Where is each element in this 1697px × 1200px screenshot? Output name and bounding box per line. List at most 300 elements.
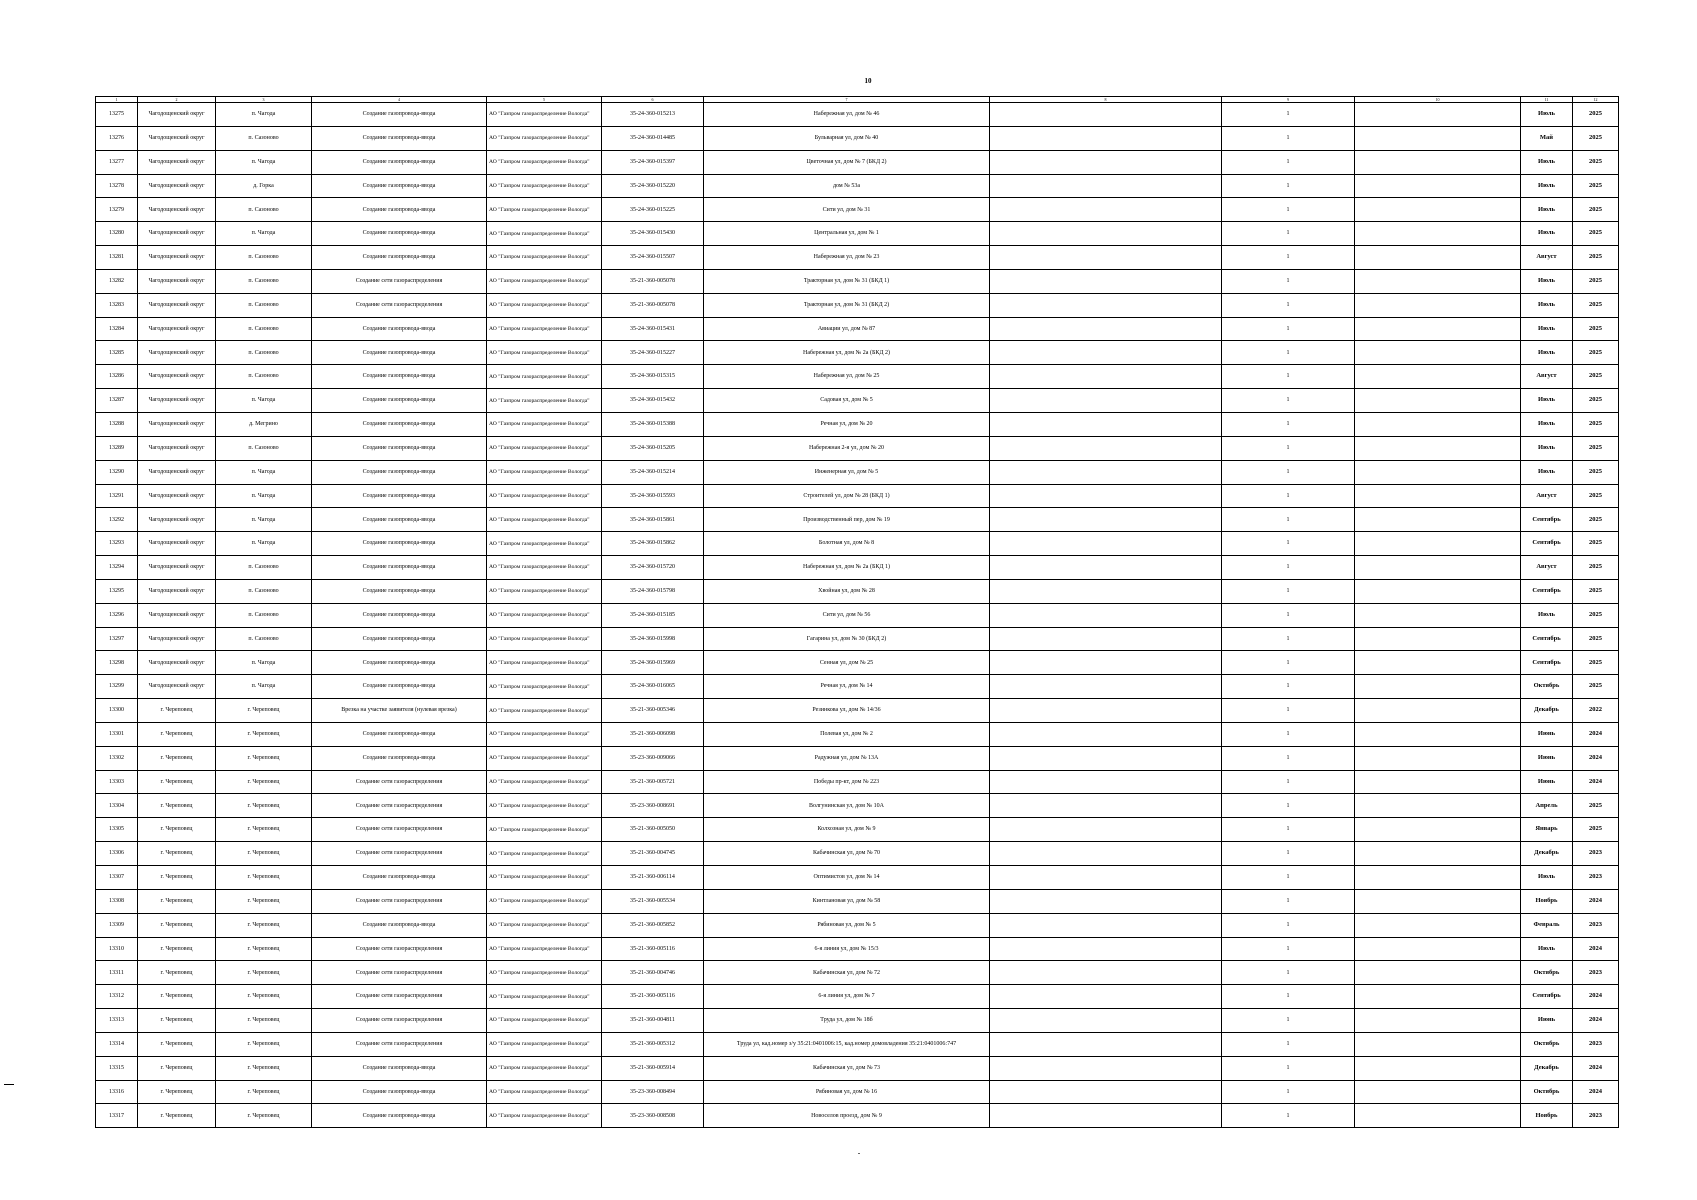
- quantity-cell: 1: [1222, 222, 1355, 246]
- operator-cell: АО "Газпром газораспределение Вологда": [487, 937, 602, 961]
- year-cell: 2025: [1573, 246, 1619, 270]
- address-cell: Резинкова ул, дом № 14/36: [704, 699, 990, 723]
- empty-cell: [1355, 794, 1521, 818]
- district-cell: Чагодощенский округ: [138, 675, 216, 699]
- empty-cell: [990, 818, 1222, 842]
- row-number: 13288: [96, 412, 138, 436]
- district-cell: г. Череповец: [138, 961, 216, 985]
- empty-cell: [990, 1080, 1222, 1104]
- empty-cell: [1355, 174, 1521, 198]
- empty-cell: [1355, 150, 1521, 174]
- month-cell: Июль: [1521, 866, 1573, 890]
- application-code-cell: 35-24-360-015861: [602, 508, 704, 532]
- row-number: 13279: [96, 198, 138, 222]
- application-code-cell: 35-24-360-015397: [602, 150, 704, 174]
- district-cell: Чагодощенский округ: [138, 651, 216, 675]
- district-cell: Чагодощенский округ: [138, 126, 216, 150]
- locality-cell: г. Череповец: [216, 818, 312, 842]
- empty-cell: [1355, 246, 1521, 270]
- locality-cell: п. Чагода: [216, 389, 312, 413]
- district-cell: Чагодощенский округ: [138, 627, 216, 651]
- address-cell: Набережная ул, дом № 25: [704, 365, 990, 389]
- empty-cell: [990, 675, 1222, 699]
- address-cell: 6-я линия ул, дом № 7: [704, 985, 990, 1009]
- year-cell: 2025: [1573, 627, 1619, 651]
- table-row: [96, 699, 1619, 723]
- address-cell: Бульварная ул, дом № 40: [704, 126, 990, 150]
- operator-cell: АО "Газпром газораспределение Вологда": [487, 1056, 602, 1080]
- work-type-cell: Создание газопровода-ввода: [312, 365, 487, 389]
- table-row: [96, 293, 1619, 317]
- empty-cell: [990, 532, 1222, 556]
- empty-cell: [1355, 1056, 1521, 1080]
- month-cell: Июль: [1521, 269, 1573, 293]
- operator-cell: АО "Газпром газораспределение Вологда": [487, 150, 602, 174]
- empty-cell: [990, 579, 1222, 603]
- empty-cell: [1355, 341, 1521, 365]
- row-number: 13296: [96, 603, 138, 627]
- row-number: 13317: [96, 1104, 138, 1128]
- month-cell: Июль: [1521, 317, 1573, 341]
- row-number: 13281: [96, 246, 138, 270]
- locality-cell: г. Череповец: [216, 913, 312, 937]
- locality-cell: г. Череповец: [216, 985, 312, 1009]
- year-cell: 2024: [1573, 1056, 1619, 1080]
- table-row: [96, 1080, 1619, 1104]
- empty-cell: [1355, 293, 1521, 317]
- quantity-cell: 1: [1222, 532, 1355, 556]
- district-cell: Чагодощенский округ: [138, 484, 216, 508]
- month-cell: Июль: [1521, 341, 1573, 365]
- empty-cell: [990, 842, 1222, 866]
- empty-cell: [990, 627, 1222, 651]
- row-number: 13292: [96, 508, 138, 532]
- column-header: 1: [96, 97, 138, 103]
- district-cell: г. Череповец: [138, 794, 216, 818]
- column-header: 8: [990, 97, 1222, 103]
- empty-cell: [990, 412, 1222, 436]
- quantity-cell: 1: [1222, 770, 1355, 794]
- empty-cell: [990, 174, 1222, 198]
- application-code-cell: 35-24-360-015862: [602, 532, 704, 556]
- district-cell: Чагодощенский округ: [138, 150, 216, 174]
- month-cell: Июнь: [1521, 746, 1573, 770]
- district-cell: Чагодощенский округ: [138, 436, 216, 460]
- work-type-cell: Создание газопровода-ввода: [312, 150, 487, 174]
- quantity-cell: 1: [1222, 126, 1355, 150]
- row-number: 13303: [96, 770, 138, 794]
- application-code-cell: 35-23-360-008494: [602, 1080, 704, 1104]
- work-type-cell: Создание газопровода-ввода: [312, 1104, 487, 1128]
- work-type-cell: Создание газопровода-ввода: [312, 722, 487, 746]
- application-code-cell: 35-23-360-009066: [602, 746, 704, 770]
- operator-cell: АО "Газпром газораспределение Вологда": [487, 174, 602, 198]
- gasification-table: [95, 96, 1619, 1128]
- empty-cell: [1355, 961, 1521, 985]
- quantity-cell: 1: [1222, 436, 1355, 460]
- empty-cell: [1355, 889, 1521, 913]
- empty-cell: [1355, 675, 1521, 699]
- application-code-cell: 35-24-360-015205: [602, 436, 704, 460]
- district-cell: г. Череповец: [138, 1104, 216, 1128]
- empty-cell: [990, 103, 1222, 127]
- empty-cell: [1355, 1080, 1521, 1104]
- address-cell: Цветочная ул, дом № 7 (БКД 2): [704, 150, 990, 174]
- margin-mark: [4, 1084, 14, 1085]
- work-type-cell: Создание газопровода-ввода: [312, 532, 487, 556]
- table-row: [96, 770, 1619, 794]
- operator-cell: АО "Газпром газораспределение Вологда": [487, 889, 602, 913]
- empty-cell: [990, 1032, 1222, 1056]
- quantity-cell: 1: [1222, 579, 1355, 603]
- work-type-cell: Создание газопровода-ввода: [312, 627, 487, 651]
- application-code-cell: 35-21-360-005078: [602, 269, 704, 293]
- operator-cell: АО "Газпром газораспределение Вологда": [487, 103, 602, 127]
- district-cell: г. Череповец: [138, 699, 216, 723]
- month-cell: Август: [1521, 246, 1573, 270]
- operator-cell: АО "Газпром газораспределение Вологда": [487, 126, 602, 150]
- address-cell: Победы пр-кт, дом № 223: [704, 770, 990, 794]
- work-type-cell: Создание сети газораспределения: [312, 770, 487, 794]
- operator-cell: АО "Газпром газораспределение Вологда": [487, 293, 602, 317]
- locality-cell: п. Сазоново: [216, 627, 312, 651]
- year-cell: 2025: [1573, 603, 1619, 627]
- address-cell: Труда ул, дом № 18б: [704, 1009, 990, 1033]
- work-type-cell: Создание сети газораспределения: [312, 818, 487, 842]
- district-cell: Чагодощенский округ: [138, 174, 216, 198]
- table-row: [96, 937, 1619, 961]
- operator-cell: АО "Газпром газораспределение Вологда": [487, 603, 602, 627]
- address-cell: Волгунинская ул, дом № 10А: [704, 794, 990, 818]
- locality-cell: п. Чагода: [216, 532, 312, 556]
- application-code-cell: 35-21-360-006098: [602, 722, 704, 746]
- row-number: 13275: [96, 103, 138, 127]
- address-cell: Сити ул, дом № 56: [704, 603, 990, 627]
- address-cell: Речная ул, дом № 20: [704, 412, 990, 436]
- empty-cell: [990, 556, 1222, 580]
- column-header: 7: [704, 97, 990, 103]
- locality-cell: п. Сазоново: [216, 293, 312, 317]
- quantity-cell: 1: [1222, 1032, 1355, 1056]
- work-type-cell: Создание сети газораспределения: [312, 1009, 487, 1033]
- table-row: [96, 389, 1619, 413]
- address-cell: Гагарина ул, дом № 30 (БКД 2): [704, 627, 990, 651]
- empty-cell: [1355, 1104, 1521, 1128]
- empty-cell: [1355, 579, 1521, 603]
- quantity-cell: 1: [1222, 246, 1355, 270]
- year-cell: 2025: [1573, 508, 1619, 532]
- empty-cell: [990, 937, 1222, 961]
- application-code-cell: 35-24-360-015185: [602, 603, 704, 627]
- work-type-cell: Создание газопровода-ввода: [312, 1080, 487, 1104]
- work-type-cell: Создание сети газораспределения: [312, 937, 487, 961]
- quantity-cell: 1: [1222, 961, 1355, 985]
- row-number: 13311: [96, 961, 138, 985]
- work-type-cell: Создание газопровода-ввода: [312, 746, 487, 770]
- table-row: [96, 126, 1619, 150]
- district-cell: г. Череповец: [138, 913, 216, 937]
- work-type-cell: Создание газопровода-ввода: [312, 341, 487, 365]
- locality-cell: п. Чагода: [216, 103, 312, 127]
- address-cell: Набережная ул, дом № 2а (БКД 2): [704, 341, 990, 365]
- application-code-cell: 35-24-360-015225: [602, 198, 704, 222]
- quantity-cell: 1: [1222, 699, 1355, 723]
- locality-cell: г. Череповец: [216, 1032, 312, 1056]
- empty-cell: [990, 913, 1222, 937]
- operator-cell: АО "Газпром газораспределение Вологда": [487, 484, 602, 508]
- operator-cell: АО "Газпром газораспределение Вологда": [487, 341, 602, 365]
- empty-cell: [1355, 460, 1521, 484]
- district-cell: г. Череповец: [138, 985, 216, 1009]
- month-cell: Сентябрь: [1521, 651, 1573, 675]
- quantity-cell: 1: [1222, 556, 1355, 580]
- month-cell: Октябрь: [1521, 1080, 1573, 1104]
- locality-cell: г. Череповец: [216, 794, 312, 818]
- empty-cell: [1355, 103, 1521, 127]
- operator-cell: АО "Газпром газораспределение Вологда": [487, 985, 602, 1009]
- month-cell: Июль: [1521, 150, 1573, 174]
- work-type-cell: Создание газопровода-ввода: [312, 126, 487, 150]
- operator-cell: АО "Газпром газораспределение Вологда": [487, 913, 602, 937]
- application-code-cell: 35-24-360-015213: [602, 103, 704, 127]
- district-cell: г. Череповец: [138, 866, 216, 890]
- empty-cell: [1355, 651, 1521, 675]
- month-cell: Июль: [1521, 603, 1573, 627]
- quantity-cell: 1: [1222, 365, 1355, 389]
- application-code-cell: 35-24-360-015720: [602, 556, 704, 580]
- month-cell: Июль: [1521, 412, 1573, 436]
- month-cell: Январь: [1521, 818, 1573, 842]
- table-row: [96, 913, 1619, 937]
- work-type-cell: Создание сети газораспределения: [312, 1032, 487, 1056]
- address-cell: Радужная ул, дом № 13А: [704, 746, 990, 770]
- district-cell: г. Череповец: [138, 1080, 216, 1104]
- locality-cell: г. Череповец: [216, 842, 312, 866]
- empty-cell: [990, 866, 1222, 890]
- district-cell: г. Череповец: [138, 1009, 216, 1033]
- application-code-cell: 35-24-360-015798: [602, 579, 704, 603]
- empty-cell: [1355, 508, 1521, 532]
- year-cell: 2025: [1573, 532, 1619, 556]
- row-number: 13308: [96, 889, 138, 913]
- row-number: 13291: [96, 484, 138, 508]
- work-type-cell: Создание газопровода-ввода: [312, 389, 487, 413]
- year-cell: 2024: [1573, 889, 1619, 913]
- month-cell: Август: [1521, 556, 1573, 580]
- table-row: [96, 508, 1619, 532]
- locality-cell: п. Сазоново: [216, 579, 312, 603]
- locality-cell: п. Чагода: [216, 150, 312, 174]
- quantity-cell: 1: [1222, 1104, 1355, 1128]
- quantity-cell: 1: [1222, 150, 1355, 174]
- operator-cell: АО "Газпром газораспределение Вологда": [487, 460, 602, 484]
- district-cell: г. Череповец: [138, 746, 216, 770]
- application-code-cell: 35-24-360-015431: [602, 317, 704, 341]
- table-row: [96, 961, 1619, 985]
- month-cell: Сентябрь: [1521, 579, 1573, 603]
- operator-cell: АО "Газпром газораспределение Вологда": [487, 198, 602, 222]
- district-cell: г. Череповец: [138, 842, 216, 866]
- work-type-cell: Создание газопровода-ввода: [312, 556, 487, 580]
- address-cell: Рябиновая ул, дом № 5: [704, 913, 990, 937]
- empty-cell: [990, 699, 1222, 723]
- empty-cell: [990, 126, 1222, 150]
- work-type-cell: Создание газопровода-ввода: [312, 508, 487, 532]
- address-cell: дом № 53а: [704, 174, 990, 198]
- row-number: 13316: [96, 1080, 138, 1104]
- year-cell: 2024: [1573, 985, 1619, 1009]
- quantity-cell: 1: [1222, 389, 1355, 413]
- month-cell: Февраль: [1521, 913, 1573, 937]
- year-cell: 2023: [1573, 866, 1619, 890]
- quantity-cell: 1: [1222, 460, 1355, 484]
- row-number: 13306: [96, 842, 138, 866]
- row-number: 13283: [96, 293, 138, 317]
- empty-cell: [990, 794, 1222, 818]
- address-cell: Набережная ул, дом № 2а (БКД 1): [704, 556, 990, 580]
- year-cell: 2025: [1573, 174, 1619, 198]
- address-cell: Оптимистов ул, дом № 14: [704, 866, 990, 890]
- row-number: 13285: [96, 341, 138, 365]
- year-cell: 2024: [1573, 770, 1619, 794]
- row-number: 13277: [96, 150, 138, 174]
- empty-cell: [990, 389, 1222, 413]
- row-number: 13286: [96, 365, 138, 389]
- month-cell: Сентябрь: [1521, 627, 1573, 651]
- row-number: 13305: [96, 818, 138, 842]
- column-header: 5: [487, 97, 602, 103]
- empty-cell: [990, 770, 1222, 794]
- district-cell: Чагодощенский округ: [138, 389, 216, 413]
- empty-cell: [990, 889, 1222, 913]
- year-cell: 2025: [1573, 269, 1619, 293]
- work-type-cell: Создание газопровода-ввода: [312, 913, 487, 937]
- quantity-cell: 1: [1222, 627, 1355, 651]
- row-number: 13309: [96, 913, 138, 937]
- district-cell: Чагодощенский округ: [138, 341, 216, 365]
- table-row: [96, 317, 1619, 341]
- month-cell: Июль: [1521, 937, 1573, 961]
- locality-cell: п. Сазоново: [216, 341, 312, 365]
- table-row: [96, 603, 1619, 627]
- operator-cell: АО "Газпром газораспределение Вологда": [487, 961, 602, 985]
- year-cell: 2025: [1573, 341, 1619, 365]
- address-cell: Рябиновая ул, дом № 16: [704, 1080, 990, 1104]
- address-cell: Набережная ул, дом № 23: [704, 246, 990, 270]
- address-cell: Кабачинская ул, дом № 73: [704, 1056, 990, 1080]
- work-type-cell: Создание газопровода-ввода: [312, 651, 487, 675]
- work-type-cell: Создание газопровода-ввода: [312, 603, 487, 627]
- application-code-cell: 35-24-360-015315: [602, 365, 704, 389]
- work-type-cell: Создание сети газораспределения: [312, 794, 487, 818]
- column-header: 4: [312, 97, 487, 103]
- operator-cell: АО "Газпром газораспределение Вологда": [487, 1009, 602, 1033]
- row-number: 13313: [96, 1009, 138, 1033]
- empty-cell: [1355, 627, 1521, 651]
- quantity-cell: 1: [1222, 103, 1355, 127]
- operator-cell: АО "Газпром газораспределение Вологда": [487, 842, 602, 866]
- month-cell: Июль: [1521, 460, 1573, 484]
- year-cell: 2023: [1573, 961, 1619, 985]
- table-row: [96, 484, 1619, 508]
- table-row: [96, 1104, 1619, 1128]
- work-type-cell: Создание газопровода-ввода: [312, 174, 487, 198]
- application-code-cell: 35-24-360-015507: [602, 246, 704, 270]
- year-cell: 2025: [1573, 436, 1619, 460]
- month-cell: Июль: [1521, 293, 1573, 317]
- district-cell: Чагодощенский округ: [138, 508, 216, 532]
- table-row: [96, 103, 1619, 127]
- district-cell: Чагодощенский округ: [138, 603, 216, 627]
- empty-cell: [1355, 436, 1521, 460]
- row-number: 13295: [96, 579, 138, 603]
- application-code-cell: 35-21-360-005116: [602, 937, 704, 961]
- table-row: [96, 794, 1619, 818]
- empty-cell: [990, 317, 1222, 341]
- year-cell: 2025: [1573, 317, 1619, 341]
- application-code-cell: 35-24-360-016065: [602, 675, 704, 699]
- address-cell: Кабачинская ул, дом № 70: [704, 842, 990, 866]
- month-cell: Октябрь: [1521, 675, 1573, 699]
- application-code-cell: 35-24-360-015214: [602, 460, 704, 484]
- quantity-cell: 1: [1222, 269, 1355, 293]
- district-cell: Чагодощенский округ: [138, 269, 216, 293]
- year-cell: 2025: [1573, 293, 1619, 317]
- row-number: 13276: [96, 126, 138, 150]
- year-cell: 2025: [1573, 222, 1619, 246]
- address-cell: Кабачинская ул, дом № 72: [704, 961, 990, 985]
- month-cell: Октябрь: [1521, 1032, 1573, 1056]
- district-cell: Чагодощенский округ: [138, 103, 216, 127]
- district-cell: Чагодощенский округ: [138, 532, 216, 556]
- address-cell: Полевая ул, дом № 2: [704, 722, 990, 746]
- application-code-cell: 35-21-360-004746: [602, 961, 704, 985]
- locality-cell: п. Чагода: [216, 508, 312, 532]
- locality-cell: г. Череповец: [216, 889, 312, 913]
- year-cell: 2024: [1573, 1009, 1619, 1033]
- quantity-cell: 1: [1222, 174, 1355, 198]
- address-cell: 6-я линия ул, дом № 15/3: [704, 937, 990, 961]
- operator-cell: АО "Газпром газораспределение Вологда": [487, 412, 602, 436]
- quantity-cell: 1: [1222, 198, 1355, 222]
- quantity-cell: 1: [1222, 412, 1355, 436]
- locality-cell: п. Сазоново: [216, 269, 312, 293]
- table-row: [96, 866, 1619, 890]
- quantity-cell: 1: [1222, 722, 1355, 746]
- empty-cell: [990, 293, 1222, 317]
- row-number: 13301: [96, 722, 138, 746]
- table-row: [96, 269, 1619, 293]
- operator-cell: АО "Газпром газораспределение Вологда": [487, 222, 602, 246]
- row-number: 13282: [96, 269, 138, 293]
- locality-cell: г. Череповец: [216, 722, 312, 746]
- column-header: 3: [216, 97, 312, 103]
- operator-cell: АО "Газпром газораспределение Вологда": [487, 627, 602, 651]
- table-row: [96, 412, 1619, 436]
- work-type-cell: Создание газопровода-ввода: [312, 246, 487, 270]
- empty-cell: [1355, 842, 1521, 866]
- empty-cell: [1355, 699, 1521, 723]
- work-type-cell: Создание газопровода-ввода: [312, 1056, 487, 1080]
- year-cell: 2025: [1573, 150, 1619, 174]
- empty-cell: [990, 150, 1222, 174]
- district-cell: Чагодощенский округ: [138, 317, 216, 341]
- table-row: [96, 556, 1619, 580]
- application-code-cell: 35-24-360-015432: [602, 389, 704, 413]
- year-cell: 2025: [1573, 365, 1619, 389]
- row-number: 13300: [96, 699, 138, 723]
- month-cell: Декабрь: [1521, 842, 1573, 866]
